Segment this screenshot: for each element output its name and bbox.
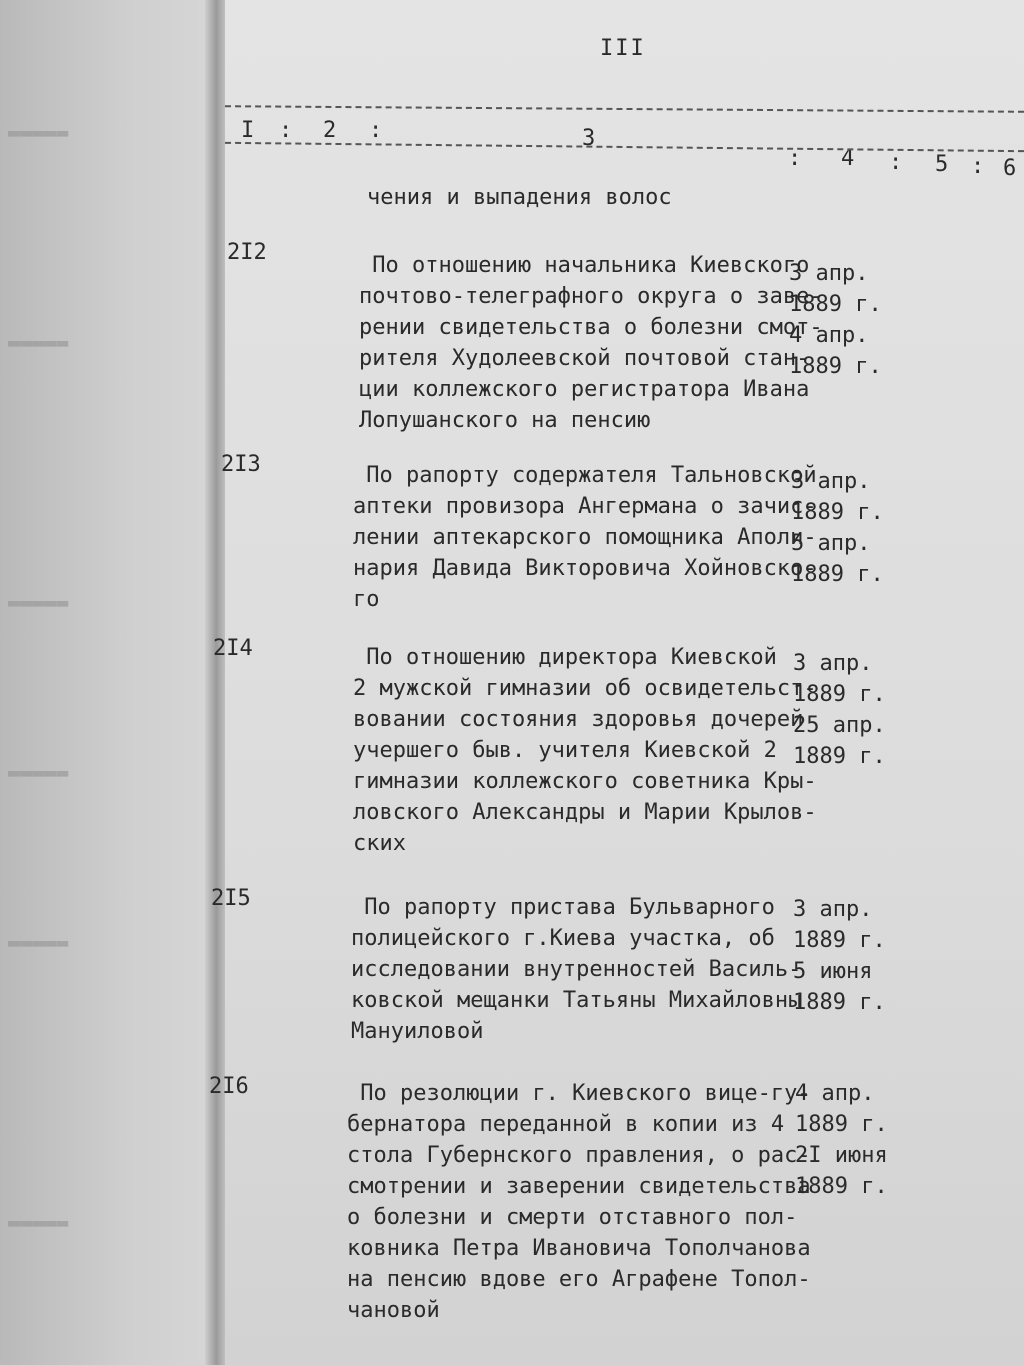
bleed-through-text: ▬▬▬▬▬ bbox=[8, 930, 69, 954]
column-separator: : bbox=[889, 150, 903, 175]
entry-number: 2I2 bbox=[227, 240, 267, 265]
header-rule-bottom bbox=[225, 142, 1024, 152]
column-header-3: 3 bbox=[582, 126, 596, 151]
entry-number: 2I3 bbox=[221, 452, 261, 477]
entry-dates: 4 апр. 1889 г. 2I июня 1889 г. bbox=[795, 1081, 888, 1199]
bleed-through-text: ▬▬▬▬▬ bbox=[8, 120, 69, 144]
bleed-through-text: ▬▬▬▬▬ bbox=[8, 760, 69, 784]
bleed-through-text: ▬▬▬▬▬ bbox=[8, 330, 69, 354]
entry-number: 2I4 bbox=[213, 636, 253, 661]
bleed-through-text: ▬▬▬▬▬ bbox=[8, 590, 69, 614]
entry-description: По отношению начальника Киевского почтово-телеграфного округа о заве- рении свидетельства о болезни смот- рителя Худолеевской почтовой стан- ции коллежского регистратора Ивана Лопушанского на пенсию bbox=[359, 253, 823, 433]
entry-dates: 3 апр. 1889 г. 25 апр. 1889 г. bbox=[793, 651, 886, 769]
entry-number: 2I6 bbox=[209, 1074, 249, 1099]
entry-description: По отношению директора Киевской 2 мужской гимназии об освидетельст- вовании состояния здоровья дочерей учершего быв. учителя Киевской 2 гимназии коллежского советника Кры- ловского Александры и Марии Крылов- ских bbox=[353, 645, 817, 856]
entry-dates: 3 апр. 1889 г. 5 июня 1889 г. bbox=[793, 897, 886, 1015]
entry-description: По рапорту пристава Бульварного полицейского г.Киева участка, об исследовании внутренностей Василь- ковской мещанки Татьяны Михайловны Мануиловой bbox=[351, 895, 802, 1044]
header-rule-top bbox=[225, 105, 1024, 113]
column-separator: : bbox=[279, 118, 293, 143]
entry-description: По резолюции г. Киевского вице-гу- бернатора переданной в копии из 4 стола Губернского правления, о рас- смотрении и заверении свидетельства о болезни и смерти отставного пол- ковника Петра Ивановича Тополчанова на пенсию вдове его Аграфене Топол- чановой bbox=[347, 1081, 811, 1323]
entry-dates: 3 апр. 1889 г. 4 апр. 1889 г. bbox=[789, 261, 882, 379]
entry-dates: 3 апр. 1889 г. 5 апр. 1889 г. bbox=[791, 469, 884, 587]
entry-description: По рапорту содержателя Тальновской аптеки провизора Ангермана о зачис- лении аптекарского помощника Аполи- нария Давида Викторовича Хойновско- го bbox=[353, 463, 817, 612]
column-header-6: 6 bbox=[1003, 156, 1017, 181]
column-separator: : bbox=[788, 146, 802, 171]
column-separator: : bbox=[369, 118, 383, 143]
column-header-1: I bbox=[241, 118, 255, 143]
column-separator: : bbox=[971, 154, 985, 179]
entry-number: 2I5 bbox=[211, 886, 251, 911]
column-header-2: 2 bbox=[323, 118, 337, 143]
column-header-5: 5 bbox=[935, 152, 949, 177]
bleed-through-text: ▬▬▬▬▬ bbox=[8, 1210, 69, 1234]
facing-page bbox=[0, 0, 215, 1365]
page-number: III bbox=[600, 36, 646, 61]
column-header-4: 4 bbox=[841, 146, 855, 171]
document-page bbox=[209, 0, 1024, 1365]
continuation-text: чения и выпадения волос bbox=[367, 185, 672, 210]
